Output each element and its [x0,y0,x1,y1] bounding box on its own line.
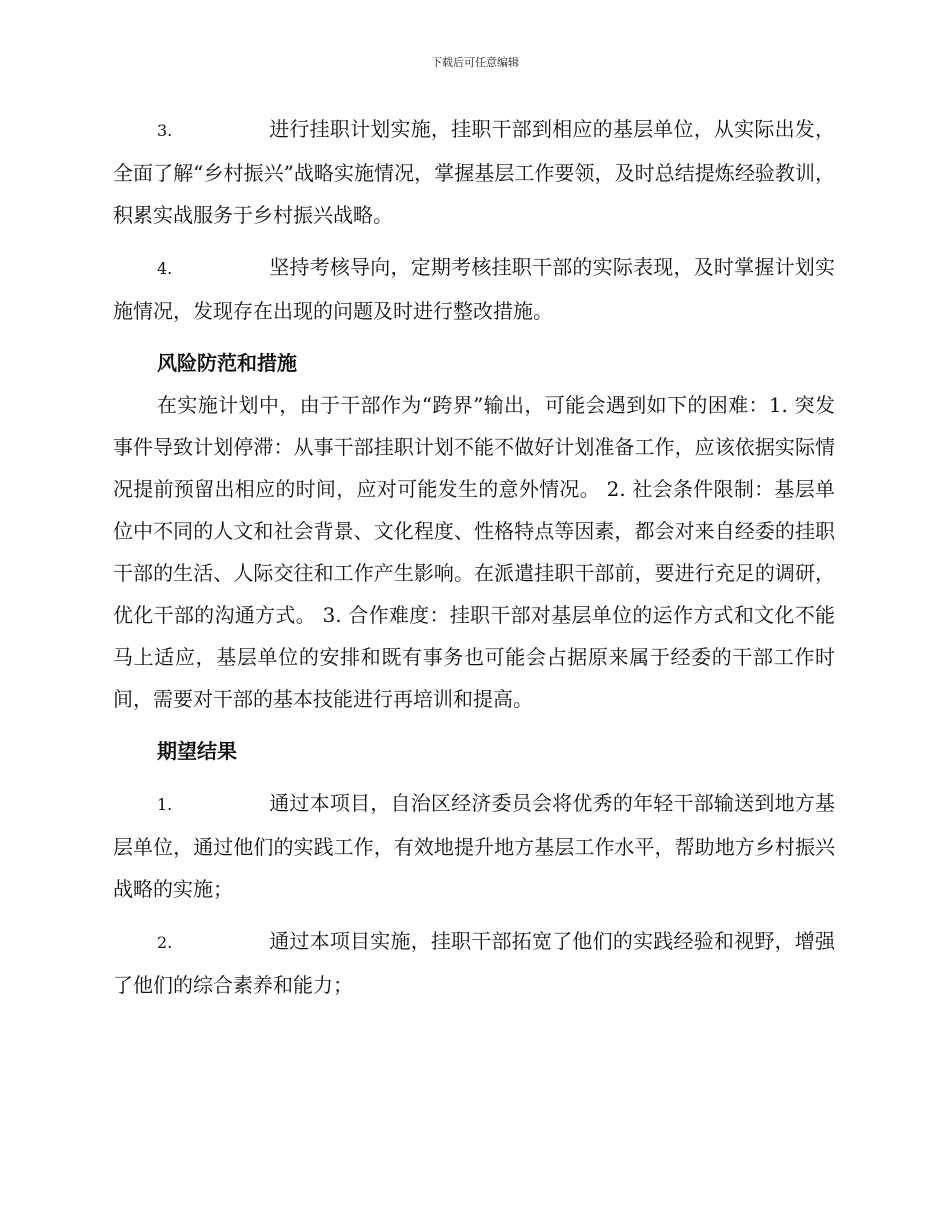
section-heading: 期望结果 [157,739,237,763]
list-item [113,246,835,332]
section-heading: 风险防范和措施 [157,351,297,375]
page-header: 下载后可任意编辑 [431,56,519,69]
list-item [113,782,835,910]
list-item [113,108,835,236]
item-text: 通过本项目，自治区经济委员会将优秀的年轻干部输送到地方基层单位，通过他们的实践工作，有效地提升地方基层工作水平，帮助地方乡村振兴战略的实施； [113,791,835,901]
item-number: 4. [157,259,173,278]
item-number: 1. [157,795,173,814]
item-text: 进行挂职计划实施，挂职干部到相应的基层单位，从实际出发，全面了解“乡村振兴”战略实施情况，掌握基层工作要领，及时总结提炼经验教训，积累实战服务于乡村振兴战略。 [113,117,835,227]
item-number: 3. [157,121,173,140]
document-body [113,108,835,1016]
risk-section [113,342,835,720]
section-paragraph: 在实施计划中，由于干部作为“跨界”输出，可能会遇到如下的困难：1. 突发事件导致计划停滞：从事干部挂职计划不能不做好计划准备工作，应该依据实际情况提前预留出相应的时间，应对可能发生的意外情况。 2. 社会条件限制：基层单位中不同的人文和社会背景、文化程度、性格特点等因素，都会对来自经委的挂职干部的生活、人际交往和工作产生影响。在派遣挂职干部前，要进行充足的调研，优化干部的沟通方式。 3. 合作难度：挂职干部对基层单位的运作方式和文化不能马上适应，基层单位的安排和既有事务也可能会占据原来属于经委的干部工作时间，需要对干部的基本技能进行再培训和提高。 [113,393,835,711]
item-text: 通过本项目实施，挂职干部拓宽了他们的实践经验和视野，增强了他们的综合素养和能力； [113,929,835,997]
item-text: 坚持考核导向，定期考核挂职干部的实际表现，及时掌握计划实施情况，发现存在出现的问题及时进行整改措施。 [113,255,835,323]
item-number: 2. [157,933,173,952]
expected-section [113,730,835,1006]
list-item [113,920,835,1006]
